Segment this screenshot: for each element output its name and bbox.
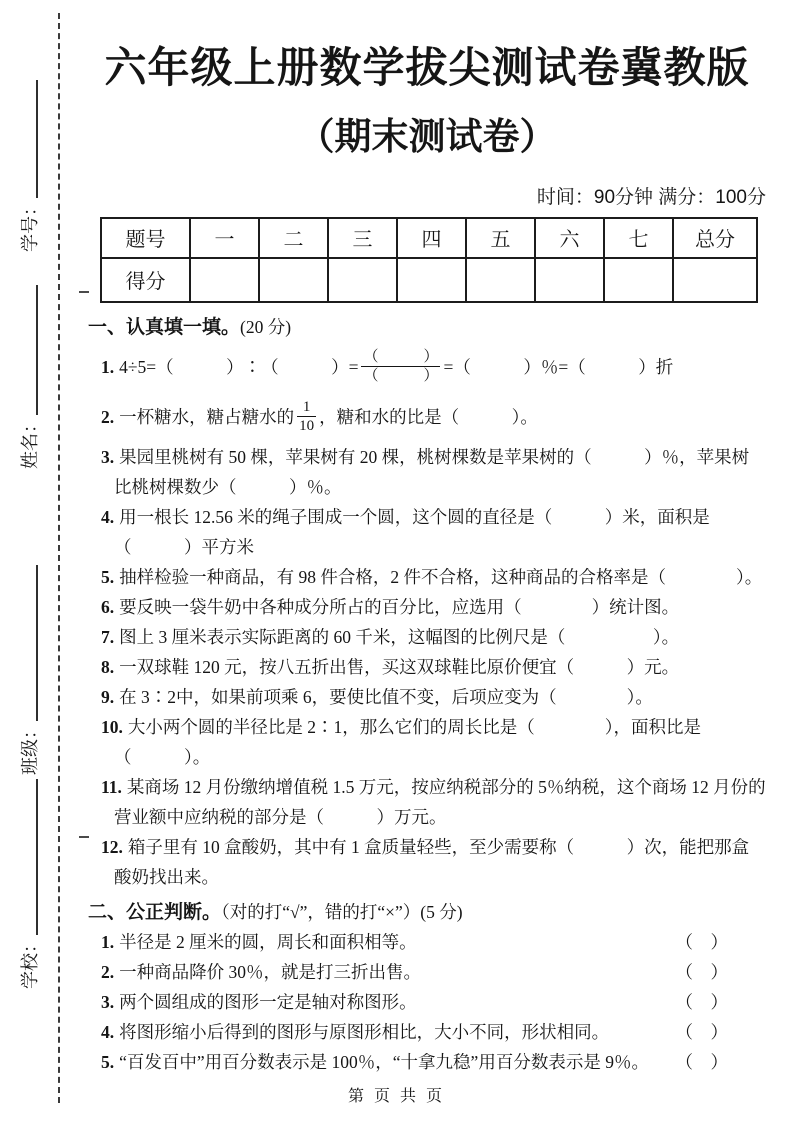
- question-number: 6.: [101, 596, 115, 617]
- score-table-empty-cell: [604, 258, 673, 302]
- paper-title: 六年级上册数学拔尖测试卷冀教版: [104, 44, 750, 91]
- school-blank-line: [18, 779, 38, 935]
- score-table-empty-cell: [328, 258, 397, 302]
- question-number: 12.: [101, 836, 123, 857]
- question-number: 5.: [101, 1051, 115, 1072]
- question-text: 果园里桃树有 50 棵，苹果树有 20 棵，桃树棵数是苹果树的（ ）％，苹果树比桃树棵数少（ ）％。: [114, 446, 750, 497]
- score-table-score-row: [101, 258, 757, 302]
- score-table: [100, 217, 758, 303]
- judge-question: [88, 1047, 766, 1077]
- fill-section-heading-points: (20 分): [240, 316, 292, 337]
- score-table-empty-cell: [673, 258, 757, 302]
- score-table-empty-cell: [190, 258, 259, 302]
- fill-question: [88, 502, 766, 562]
- score-table-row-label: 得分: [101, 258, 190, 302]
- student-id-field: [18, 80, 42, 252]
- score-table-column-header: 五: [466, 218, 535, 258]
- class-field: [18, 565, 42, 775]
- question-number: 9.: [101, 686, 115, 707]
- student-id-blank-line: [18, 80, 38, 198]
- question-number: 11.: [101, 776, 122, 797]
- question-text: 一种商品降价 30％，就是打三折出售。: [119, 961, 421, 982]
- question-number: 3.: [101, 446, 115, 467]
- fill-question: [88, 832, 766, 892]
- question-text: 4÷5=（ ）∶（ ）=: [119, 356, 359, 377]
- score-table-body: [101, 218, 757, 302]
- fraction-numerator: 1: [297, 398, 316, 417]
- student-name-field: [18, 285, 42, 469]
- fraction-denominator: （ ）: [363, 368, 439, 385]
- score-table-empty-cell: [535, 258, 604, 302]
- judge-question-text-wrap: [88, 987, 676, 1017]
- question-number: 7.: [101, 626, 115, 647]
- score-table-column-header: 四: [397, 218, 466, 258]
- class-blank-line: [18, 565, 38, 721]
- score-table-header-row: [101, 218, 757, 258]
- judge-question-text-wrap: [88, 1047, 676, 1077]
- question-text: 抽样检验一种商品，有 98 件合格，2 件不合格，这种商品的合格率是（ ）。: [119, 566, 763, 587]
- fill-question: [88, 682, 766, 712]
- question-text: 箱子里有 10 盒酸奶，其中有 1 盒质量轻些，至少需要称（ ）次，能把那盒酸奶找出来。: [114, 836, 750, 887]
- school-field: [18, 779, 42, 989]
- student-id-label: 学号：: [20, 198, 40, 252]
- score-table-column-header: 一: [190, 218, 259, 258]
- fraction-denominator: 10: [299, 418, 315, 435]
- student-name-blank-line: [18, 285, 38, 415]
- question-number: 1.: [101, 356, 115, 377]
- answer-blank: （ ）: [675, 931, 728, 952]
- cut-dashed-line: [58, 13, 60, 1103]
- question-text: 两个圆组成的图形一定是轴对称图形。: [119, 991, 417, 1012]
- question-text: 将图形缩小后得到的图形与原图形相比，大小不同，形状相同。: [119, 1021, 610, 1042]
- score-table-empty-cell: [259, 258, 328, 302]
- time-and-score-info: 时间：90分钟 满分：100分: [536, 186, 766, 208]
- question-text: ，糖和水的比是（ ）。: [319, 406, 538, 427]
- question-number: 3.: [101, 991, 115, 1012]
- judge-question-text-wrap: [88, 1017, 676, 1047]
- fill-question: [88, 652, 766, 682]
- score-table-column-header: 六: [535, 218, 604, 258]
- answer-blank: （ ）: [675, 1021, 728, 1042]
- question-text: 要反映一袋牛奶中各种成分所占的百分比，应选用（ ）统计图。: [119, 596, 680, 617]
- fraction: [297, 398, 316, 435]
- judge-question: [88, 957, 766, 987]
- question-text: 一双球鞋 120 元，按八五折出售，买这双球鞋比原价便宜（ ）元。: [119, 656, 680, 677]
- answer-blank: （ ）: [675, 1051, 728, 1072]
- judge-question-list: [88, 927, 766, 1077]
- score-table-column-header: 总分: [673, 218, 757, 258]
- paper-subtitle: （期末测试卷）: [297, 116, 557, 158]
- fill-question: [88, 392, 766, 442]
- score-table-column-header: 三: [328, 218, 397, 258]
- fraction-numerator: （ ）: [363, 349, 439, 366]
- score-table-row-label: 题号: [101, 218, 190, 258]
- judge-section-heading-instructions: （对的打“√”，错的打“×”）(5 分): [221, 901, 463, 922]
- judge-section-heading: [88, 900, 766, 925]
- question-text: 半径是 2 厘米的圆，周长和面积相等。: [119, 931, 417, 952]
- score-table-empty-cell: [466, 258, 535, 302]
- question-text: 在 3∶2中，如果前项乘 6，要使比值不变，后项应变为（ ）。: [119, 686, 653, 707]
- judge-question-text-wrap: [88, 957, 676, 987]
- paper-content: [88, 0, 766, 1077]
- fill-question: [88, 442, 766, 502]
- judge-section-heading-title: 二、公正判断。: [88, 901, 222, 923]
- question-number: 5.: [101, 566, 115, 587]
- score-table-column-header: 七: [604, 218, 673, 258]
- fill-section-heading-title: 一、认真填一填。: [88, 316, 241, 338]
- fill-question: [88, 622, 766, 652]
- question-number: 8.: [101, 656, 115, 677]
- judge-question-text-wrap: [88, 927, 676, 957]
- score-table-empty-cell: [397, 258, 466, 302]
- question-text: 大小两个圆的半径比是 2∶1，那么它们的周长比是（ ），面积比是（ ）。: [114, 716, 701, 767]
- question-number: 2.: [101, 406, 115, 427]
- judge-question: [88, 1017, 766, 1047]
- question-number: 10.: [101, 716, 123, 737]
- class-label: 班级：: [20, 721, 40, 775]
- fill-question: [88, 772, 766, 832]
- fill-question: [88, 712, 766, 772]
- fill-question: [88, 592, 766, 622]
- judge-question: [88, 987, 766, 1017]
- question-text: 某商场 12 月份缴纳增值税 1.5 万元，按应纳税部分的 5％纳税，这个商场 12 月份的营业额中应纳税的部分是（ ）万元。: [114, 776, 766, 827]
- answer-blank: （ ）: [675, 961, 728, 982]
- student-name-label: 姓名：: [20, 415, 40, 469]
- page-footer: 第 页 共 页: [347, 1088, 445, 1105]
- answer-blank: （ ）: [675, 991, 728, 1012]
- score-table-column-header: 二: [259, 218, 328, 258]
- question-number: 1.: [101, 931, 115, 952]
- question-number: 4.: [101, 1021, 115, 1042]
- question-number: 2.: [101, 961, 115, 982]
- fill-section-heading: [88, 315, 766, 340]
- question-text: =（ ）％=（ ）折: [443, 356, 674, 377]
- fraction: [361, 348, 440, 385]
- fill-question-list: [88, 342, 766, 892]
- judge-question: [88, 927, 766, 957]
- question-text: “百发百中”用百分数表示是 100％，“十拿九稳”用百分数表示是 9％。: [119, 1051, 649, 1072]
- question-text: 用一根长 12.56 米的绳子围成一个圆，这个圆的直径是（ ）米，面积是（ ）平方米: [114, 506, 710, 557]
- question-text: 一杯糖水，糖占糖水的: [119, 406, 295, 427]
- fill-question: [88, 562, 766, 592]
- school-label: 学校：: [20, 935, 40, 989]
- fill-question: [88, 342, 766, 392]
- question-number: 4.: [101, 506, 115, 527]
- question-text: 图上 3 厘米表示实际距离的 60 千米，这幅图的比例尺是（ ）。: [119, 626, 680, 647]
